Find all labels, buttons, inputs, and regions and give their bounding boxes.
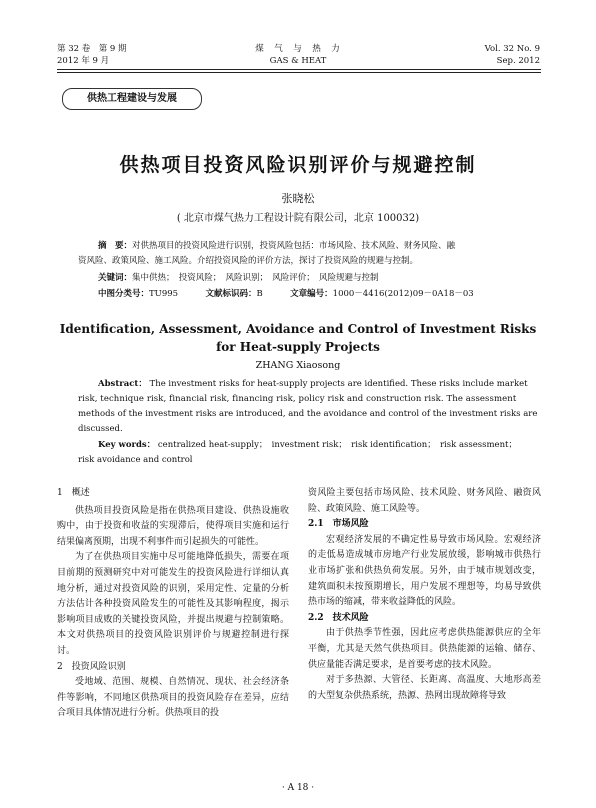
keywords-en-line-1: centralized heat-supply； investment risk； risk identification； risk assessment；: [157, 440, 517, 450]
paragraph: 对于多热源、大管径、长距离、高温度、大地形高差的大型复杂供热系统，热源、热网出现故障将导致: [308, 675, 541, 701]
paragraph: 供热项目投资风险是指在供热项目建设、供热设施收购中，由于投资和收益的实现滞后，使得项目实施和运行结果偏离预期，出现不利事件而引起损失的可能性。: [57, 505, 289, 547]
journal-name-en: GAS & HEAT: [269, 56, 327, 66]
keywords-cn-label: 关键词：: [98, 273, 133, 283]
header-rule-2: [57, 72, 541, 73]
section-2-heading: 2 投资风险识别: [57, 661, 126, 672]
abstract-cn: [98, 239, 518, 254]
classification-line: [98, 287, 538, 302]
section-2-2-heading: 2.2 技术风险: [308, 612, 369, 623]
abstract-cn-label: 摘 要：: [98, 241, 133, 251]
paragraph: 为了在供热项目实施中尽可能地降低损失，需要在项目前期的预测研究中对可能发生的投资风险进行详细认真地分析，通过对投资风险的识别，采用定性、定量的分析方法估计各种投资风险发生的可能性及其影响程度，揭示影响项目成败的关键投资风险，并提出规避与控制策略。本文对供热项目的投资风险识别评价与规避控制进行探讨。: [57, 552, 289, 656]
abstract-en-line-2: risk, technique risk, financial risk, financing risk, policy risk and construction risk. The assessment: [78, 394, 517, 404]
left-column: [57, 486, 289, 722]
journal-volume: 第 32 卷 第 9 期: [57, 44, 127, 54]
article-no-value: 1000－4416(2012)09－0A18－03: [332, 289, 474, 299]
keywords-en-line-2: risk avoidance and control: [78, 455, 193, 465]
abstract-en-1: [98, 377, 538, 392]
keywords-cn: [98, 271, 538, 286]
doc-code-value: B: [256, 289, 263, 299]
abstract-en-label: Abstract：: [98, 379, 147, 389]
section-2-1-heading: 2.1 市场风险: [308, 519, 369, 530]
abstract-en-line-1: The investment risks for heat-supply projects are identified. These risks include market: [149, 379, 528, 389]
article-no-label: 文章编号：: [290, 289, 333, 299]
author-cn: 张晓松: [281, 192, 315, 205]
keywords-en: [98, 438, 538, 453]
section-1-heading: 1 概述: [57, 488, 90, 498]
paper-title-en-1: Identification, Assessment, Avoidance and Control of Investment Risks: [59, 322, 537, 336]
journal-date: 2012 年 9 月: [57, 56, 110, 66]
journal-date-en: Sep. 2012: [496, 56, 540, 66]
clc-label: 中图分类号：: [98, 289, 150, 299]
right-column: [308, 486, 541, 704]
paper-title-en-2: for Heat-supply Projects: [216, 340, 380, 354]
affiliation-cn: ( 北京市煤气热力工程设计院有限公司，北京 100032): [176, 213, 420, 224]
paragraph: 宏观经济发展的不确定性易导致市场风险。宏观经济的走低易造成城市房地产行业发展放缓，影响城市供热行业市场扩张和供热负荷发展。另外，由于城市规划改变，建筑面积未按预期增长，用户发展不理想等，均易导致供热市场的缩减，带来收益降低的风险。: [308, 534, 541, 608]
abstract-en-line-3: methods of the investment risks are introduced, and the avoidance and control of the investment risks are: [78, 409, 538, 419]
paper-title-cn: 供热项目投资风险识别评价与规避控制: [119, 154, 477, 176]
paragraph: 受地域、范围、规模、自然情况、现状、社会经济条件等影响，不同地区供热项目的投资风险存在差异，应结合项目具体情况进行分析。供热项目的投: [57, 677, 289, 719]
journal-volume-en: Vol. 32 No. 9: [484, 44, 540, 54]
section-tag: 供热工程建设与发展: [62, 88, 202, 110]
page-number: · A 18 ·: [281, 783, 315, 793]
journal-name-cn: 煤 气 与 热 力: [255, 44, 341, 54]
clc-value: TU995: [149, 289, 179, 299]
header-rule: [57, 69, 541, 70]
paragraph: 由于供热季节性强，因此应考虑供热能源供应的全年平衡，尤其是天然气供热项目。供热能源的运输、储存、供应量能否满足要求，是首要考虑的技术风险。: [308, 628, 541, 670]
keywords-cn-text: 集中供热； 投资风险； 风险识别； 风险评价； 风险规避与控制: [132, 273, 379, 283]
abstract-cn-text-1: 对供热项目的投资风险进行识别，投资风险包括：市场风险、技术风险、财务风险、融: [132, 241, 456, 251]
keywords-en-label: Key words：: [98, 440, 156, 450]
doc-code-label: 文献标识码：: [205, 289, 257, 299]
author-en: ZHANG Xiaosong: [255, 360, 341, 371]
abstract-cn-text-2: 资风险、政策风险、施工风险。介绍投资风险的评价方法，探讨了投资风险的规避与控制。: [78, 256, 419, 266]
paragraph: 资风险主要包括市场风险、技术风险、财务风险、融资风险、政策风险、施工风险等。: [308, 488, 541, 514]
abstract-en-line-4: discussed.: [78, 424, 123, 434]
